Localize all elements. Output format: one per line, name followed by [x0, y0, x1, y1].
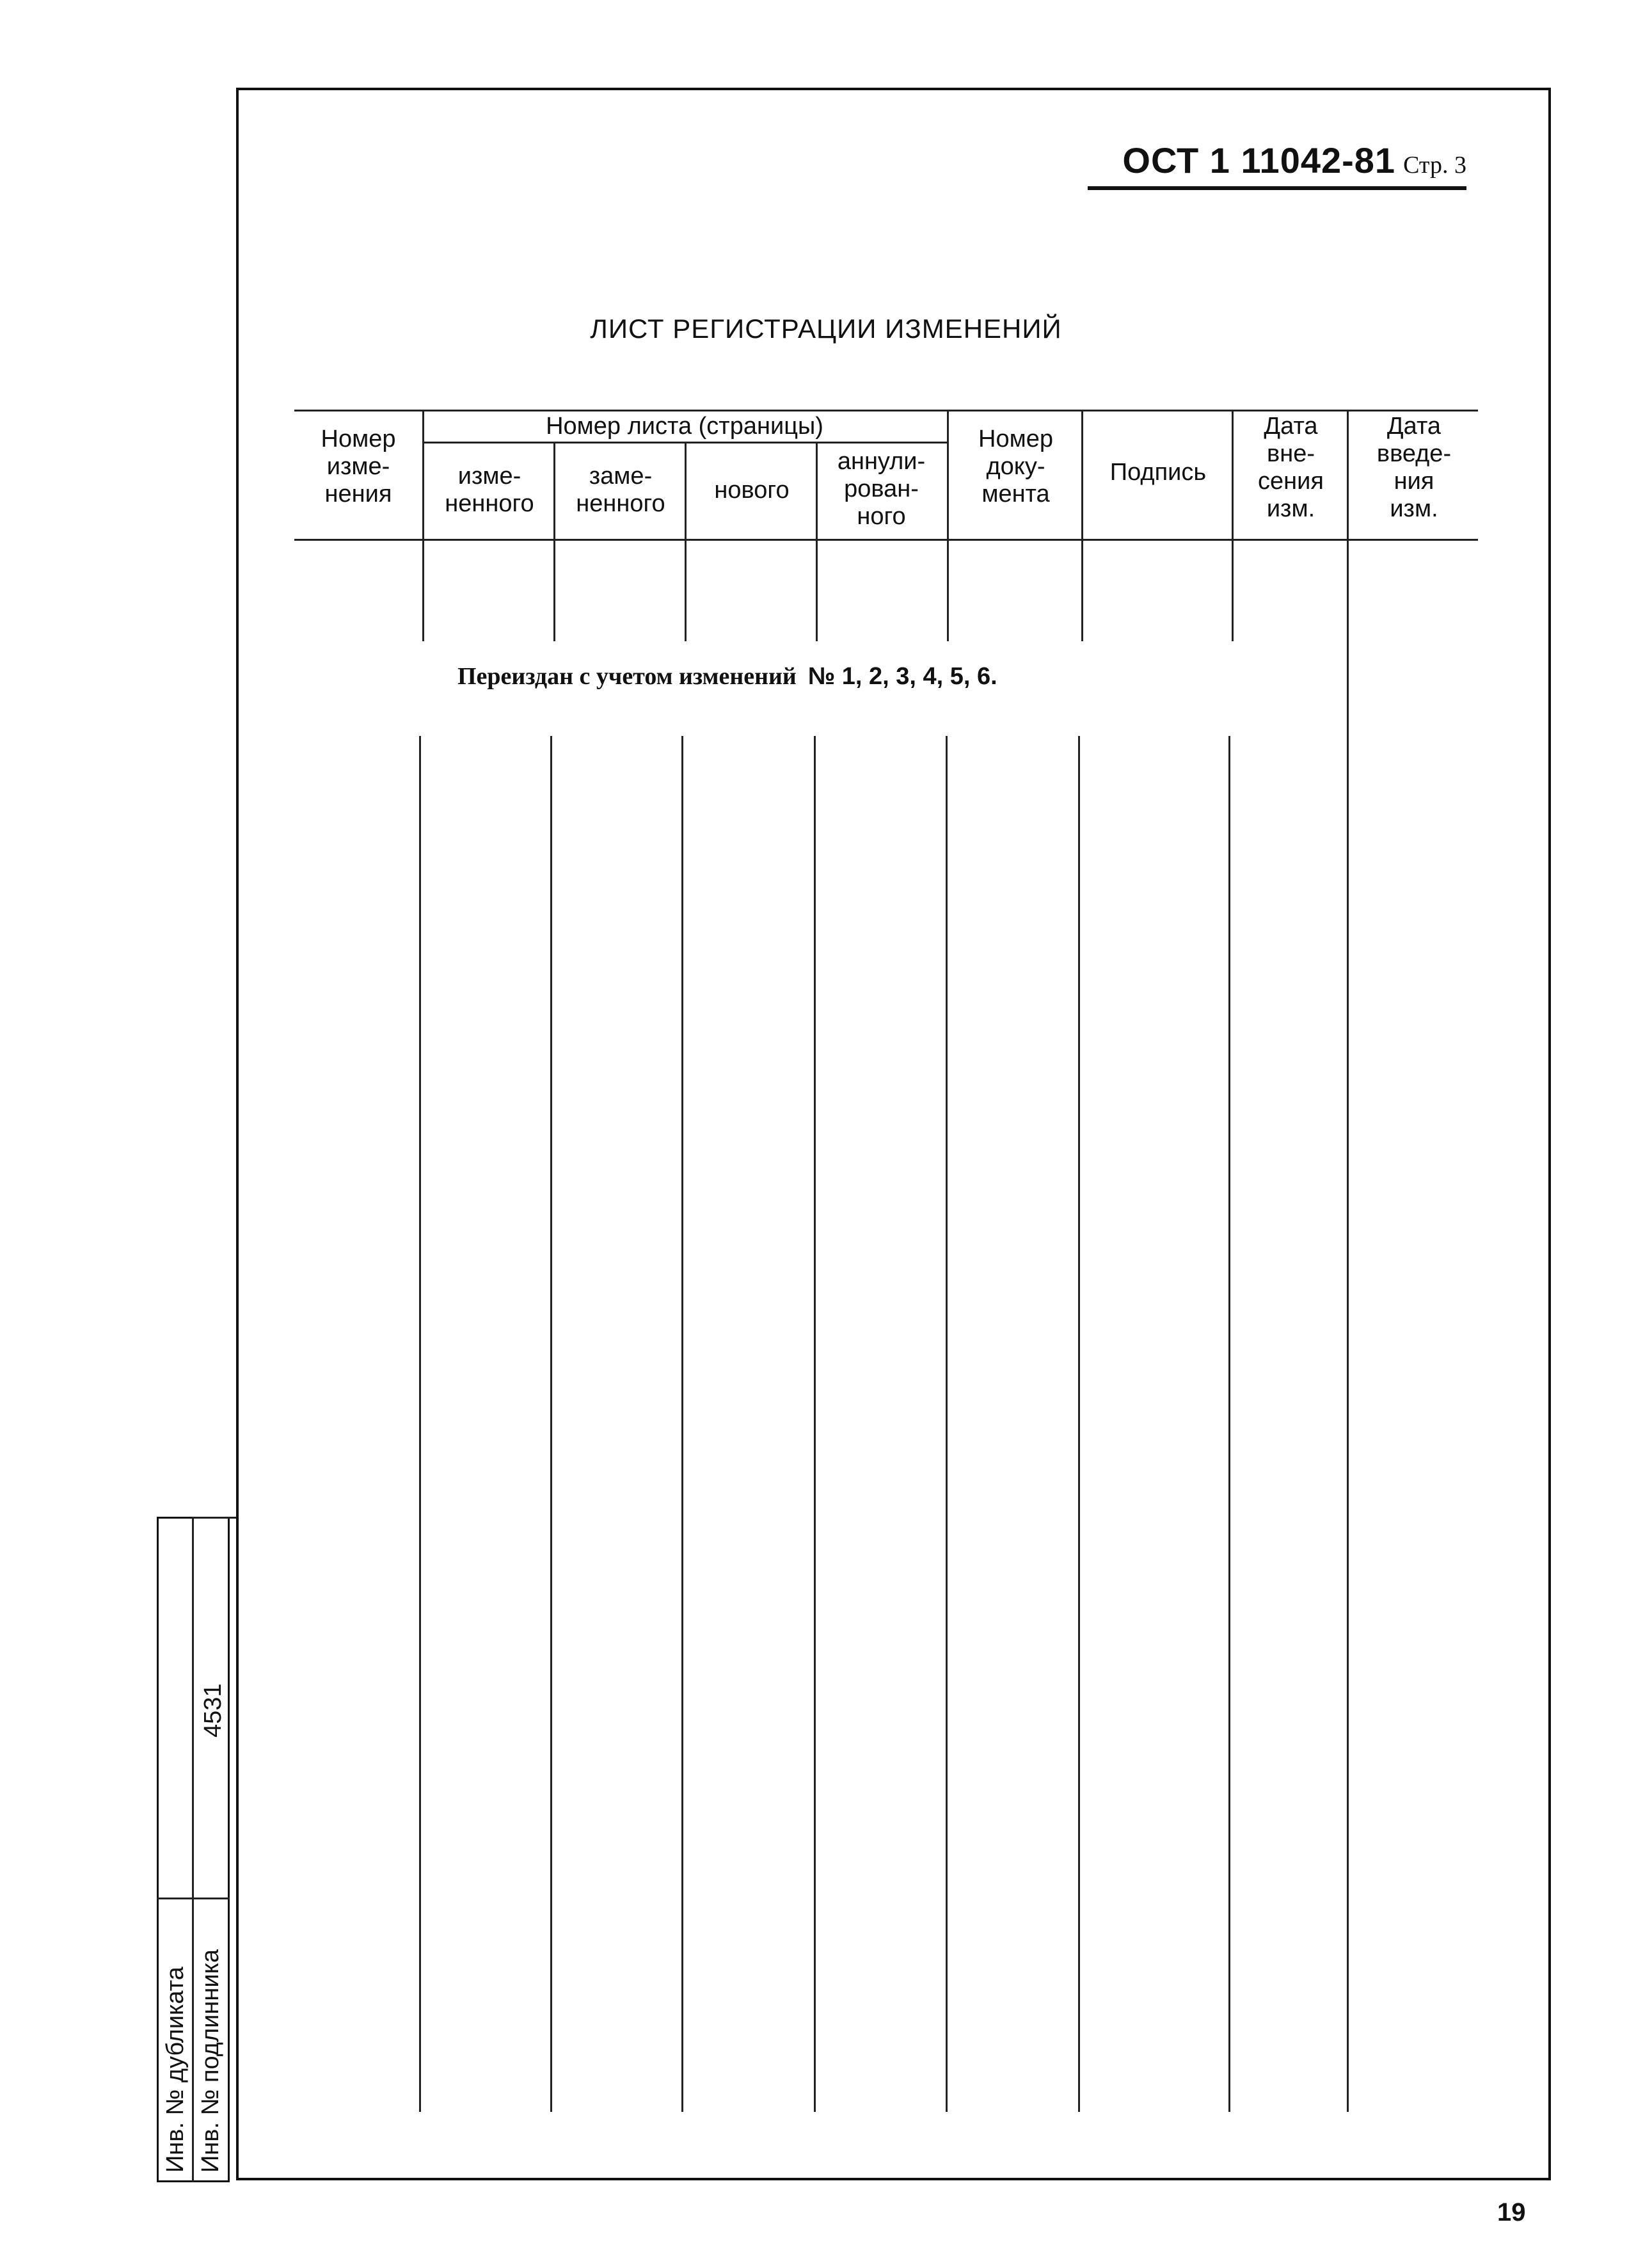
stamp-dup-label: Инв. № дубликата — [162, 1967, 189, 2173]
col-divider-7-lower — [1228, 736, 1230, 2112]
reissue-note — [457, 662, 997, 691]
header-date-entry: Дата вне- сения изм. — [1258, 413, 1324, 522]
header-signature: Подпись — [1109, 459, 1207, 486]
header-change-number: Номер изме- нения — [321, 426, 396, 507]
col-divider-8 — [1347, 410, 1349, 2112]
header-sheet-number-group: Номер листа (страницы) — [546, 413, 823, 440]
col-divider-2-lower — [550, 736, 552, 2112]
col-divider-4 — [816, 442, 818, 641]
col-divider-5 — [947, 410, 949, 641]
doc-code: ОСТ 1 11042-81 — [1122, 140, 1396, 180]
page-title: ЛИСТ РЕГИСТРАЦИИ ИЗМЕНЕНИЙ — [590, 314, 1062, 344]
stamp-divider-vertical — [192, 1517, 194, 2182]
stamp-divider-horizontal — [157, 1897, 230, 1899]
col-divider-3-lower — [681, 736, 683, 2112]
col-divider-5-lower — [946, 736, 948, 2112]
page-number: 19 — [1497, 2198, 1526, 2226]
stamp-connector — [192, 1517, 236, 1519]
col-divider-6 — [1081, 410, 1083, 641]
header-document-number: Номер доку- мента — [978, 426, 1053, 507]
col-divider-7 — [1232, 410, 1234, 641]
table-top-rule — [294, 410, 1478, 411]
col-divider-3 — [685, 442, 687, 641]
header-changed: изме- ненного — [445, 463, 534, 517]
header-annulled: аннули- рован- ного — [837, 448, 926, 530]
reissue-note-numbers: № 1, 2, 3, 4, 5, 6. — [807, 663, 997, 690]
col-divider-1 — [422, 410, 424, 641]
col-divider-2 — [553, 442, 555, 641]
reissue-note-text: Переиздан с учетом изменений — [457, 663, 797, 690]
col-divider-1-lower — [419, 736, 421, 2112]
stamp-orig-label: Инв. № подлинника — [197, 1949, 224, 2173]
header-new: нового — [714, 477, 790, 504]
page-frame — [236, 88, 1551, 2180]
header-underline — [1088, 186, 1466, 190]
col-divider-6-lower — [1078, 736, 1080, 2112]
header-replaced: заме- ненного — [576, 463, 665, 517]
col-divider-4-lower — [814, 736, 816, 2112]
page-label: Стр. 3 — [1403, 152, 1466, 179]
table-header-bottom-rule — [294, 539, 1478, 541]
header-date-effective: Дата введе- ния изм. — [1376, 413, 1452, 522]
stamp-orig-value: 4531 — [200, 1683, 226, 1738]
doc-header — [1122, 140, 1466, 181]
